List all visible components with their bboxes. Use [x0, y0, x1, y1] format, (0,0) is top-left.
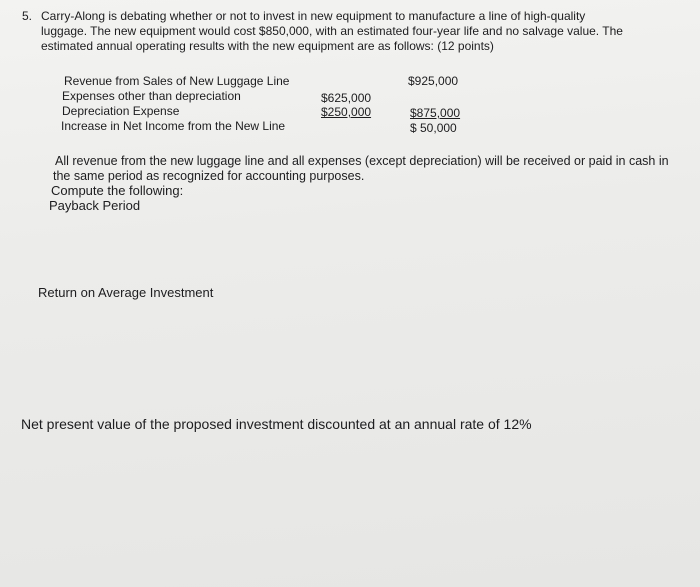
row-depreciation-label: Depreciation Expense — [62, 104, 180, 118]
row-revenue-label: Revenue from Sales of New Luggage Line — [64, 74, 290, 88]
note-line-2: the same period as recognized for accounting purposes. — [53, 169, 365, 183]
row-net-income-label: Increase in Net Income from the New Line — [61, 119, 286, 133]
row-depreciation-amount: $250,000 — [321, 105, 372, 119]
question-line-1: Carry-Along is debating whether or not to invest in new equipment to manufacture a line of high-quality — [41, 9, 586, 23]
question-line-2: luggage. The new equipment would cost $850,000, with an estimated four-year life and no salvage value. The — [41, 24, 623, 38]
note-line-1: All revenue from the new luggage line and all expenses (except depreciation) will be received or paid in cash in — [55, 154, 669, 168]
row-expenses-label: Expenses other than depreciation — [62, 89, 241, 103]
row-revenue-total: $925,000 — [408, 74, 459, 88]
row-net-income-amount: $ 50,000 — [410, 121, 457, 135]
instruction-text: Compute the following: — [51, 183, 184, 198]
payback-period-heading: Payback Period — [49, 198, 141, 213]
question-number: 5. — [22, 9, 33, 23]
question-line-3: estimated annual operating results with the new equipment are as follows: (12 points) — [41, 39, 494, 53]
row-expenses-amount: $625,000 — [321, 91, 372, 105]
net-present-value-heading: Net present value of the proposed investment discounted at an annual rate of 12% — [21, 416, 532, 432]
row-total-expenses: $875,000 — [410, 106, 461, 120]
return-on-average-investment-heading: Return on Average Investment — [38, 285, 214, 300]
